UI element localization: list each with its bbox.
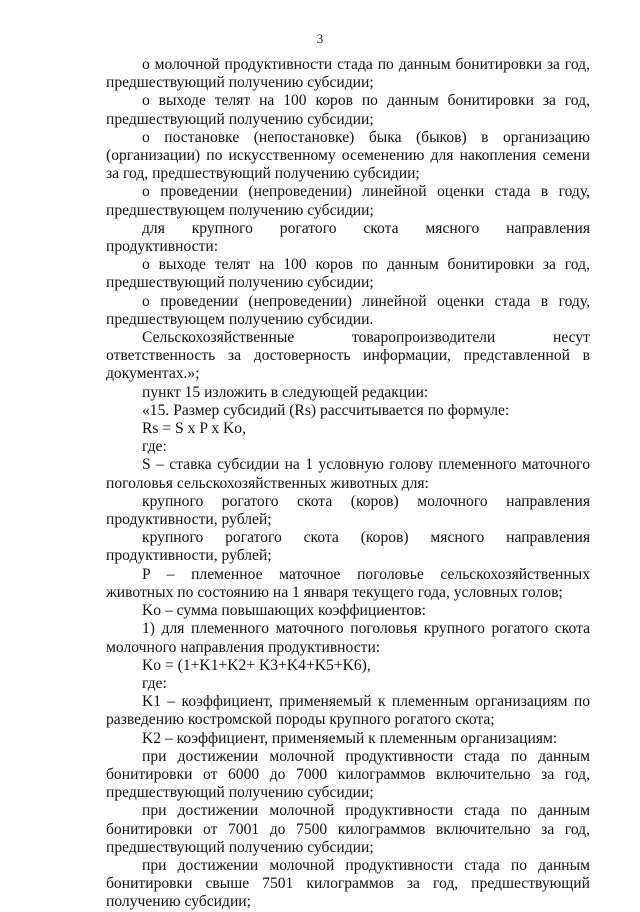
paragraph-linear-assessment: о проведении (непроведении) линейной оценки стада в году, предшествующем получению субсидии; — [106, 183, 590, 219]
paragraph-bull-placement: о постановке (непостановке) быка (быков) в организацию (организации) по искусственному осеменению для накопления семени за год, предшествующий получению субсидии; — [106, 128, 590, 183]
definition-s: S – ставка субсидии на 1 условную голову племенного маточного поголовья сельскохозяйственных животных для: — [106, 456, 590, 492]
document-body — [106, 56, 590, 912]
definition-ko: Ko – сумма повышающих коэффициентов: — [142, 602, 426, 620]
k2-condition-over-7501: при достижении молочной продуктивности стада по данным бонитировки свыше 7501 килограммов за год, предшествующий получению субсидии; — [106, 856, 590, 911]
formula-where: где: — [142, 438, 167, 456]
definition-s-beef: крупного рогатого скота (коров) мясного направления продуктивности, рублей; — [106, 529, 590, 565]
paragraph-milk-productivity: о молочной продуктивности стада по данным бонитировки за год, предшествующий получению субсидии; — [106, 56, 590, 92]
formula-ko-where: где: — [142, 674, 167, 692]
paragraph-calves-output: о выходе телят на 100 коров по данным бонитировки за год, предшествующий получению субсидии; — [106, 92, 590, 128]
page-number: 3 — [316, 31, 324, 46]
paragraph-beef-calves-output: о выходе телят на 100 коров по данным бонитировки за год, предшествующий получению субсидии; — [106, 256, 590, 292]
paragraph-clause-15-formula-intro: «15. Размер субсидий (Rs) рассчитывается по формуле: — [142, 401, 510, 419]
paragraph-beef-linear-assessment: о проведении (непроведении) линейной оценки стада в году, предшествующем получению субсидии. — [106, 292, 590, 328]
item-1-dairy-livestock: 1) для племенного маточного поголовья крупного рогатого скота молочного направления продуктивности: — [106, 620, 590, 656]
formula-ko: Ko = (1+K1+K2+ K3+K4+K5+K6), — [142, 656, 371, 674]
definition-k1: K1 – коэффициент, применяемый к племенным организациям по разведению костромской породы крупного рогатого скота; — [106, 693, 590, 729]
k2-condition-7001-7500: при достижении молочной продуктивности стада по данным бонитировки от 7001 до 7500 килограммов включительно за год, предшествующий получению субсидии; — [106, 802, 590, 856]
paragraph-clause-15-intro: пункт 15 изложить в следующей редакции: — [142, 383, 429, 401]
definition-s-dairy: крупного рогатого скота (коров) молочного направления продуктивности, рублей; — [106, 492, 590, 529]
definition-p: P – племенное маточное поголовье сельскохозяйственных животных по состоянию на 1 января текущего года, условных голов; — [106, 565, 590, 601]
formula-rs: Rs = S x P x Ko, — [142, 420, 246, 438]
k2-condition-6000-7000: при достижении молочной продуктивности стада по данным бонитировки от 6000 до 7000 килограммов включительно за год, предшествующий получению субсидии; — [106, 747, 590, 802]
paragraph-beef-cattle-heading: для крупного рогатого скота мясного направления продуктивности: — [106, 219, 590, 256]
definition-k2: K2 – коэффициент, применяемый к племенным организациям: — [142, 729, 558, 747]
paragraph-responsibility: Сельскохозяйственные товаропроизводители несут ответственность за достоверность информации, представленной в документах.»; — [106, 329, 590, 383]
